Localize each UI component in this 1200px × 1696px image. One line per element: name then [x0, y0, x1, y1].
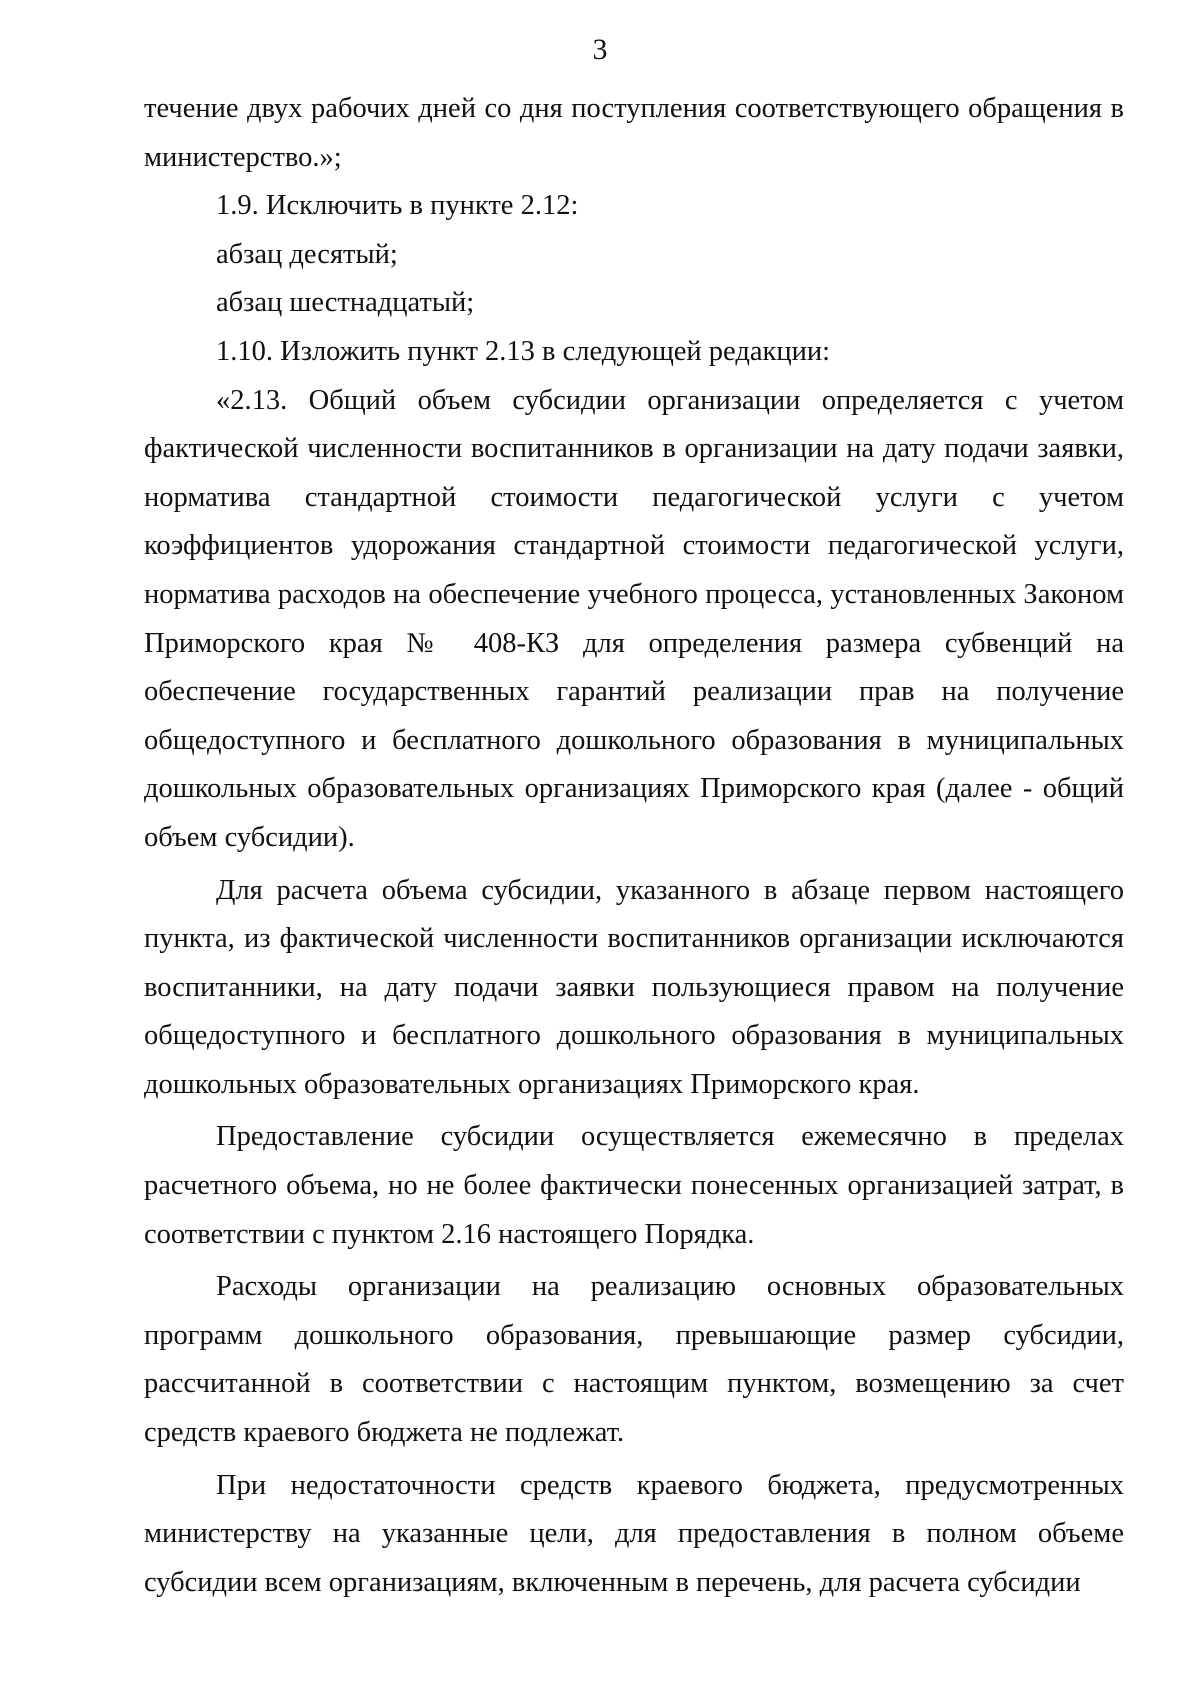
document-body	[144, 85, 1124, 1607]
paragraph-continuation: течение двух рабочих дней со дня поступления соответствующего обращения в министерство.»;	[144, 93, 1124, 173]
paragraph-paragraph-ten: абзац десятый;	[216, 238, 398, 270]
paragraph-item-1-9: 1.9. Исключить в пункте 2.12:	[216, 190, 579, 222]
paragraph-expenses: Расходы организации на реализацию основных образовательных программ дошкольного образования, превышающие размер субсидии, рассчитанной в соответствии с настоящим пунктом, возмещению за счет средств краевого бюджета не подлежат.	[144, 1271, 1124, 1449]
paragraph-calculation: Для расчета объема субсидии, указанного в абзаце первом настоящего пункта, из фактической численности воспитанников организации исключаются воспитанники, на дату подачи заявки пользующиеся правом на получение общедоступного и бесплатного дошкольного образования в муниципальных дошкольных образовательных организациях Приморского края.	[144, 874, 1124, 1100]
paragraph-provision: Предоставление субсидии осуществляется ежемесячно в пределах расчетного объема, но не более фактически понесенных организацией затрат, в соответствии с пунктом 2.16 настоящего Порядка.	[144, 1121, 1124, 1250]
paragraph-clause-2-13: «2.13. Общий объем субсидии организации определяется с учетом фактической численности воспитанников в организации на дату подачи заявки, норматива стандартной стоимости педагогической услуги с учетом коэффициентов удорожания стандартной стоимости педагогической услуги, норматива расходов на обеспечение учебного процесса, установленных Законом Приморского края № 408-КЗ для определения размера субвенций на обеспечение государственных гарантий реализации прав на получение общедоступного и бесплатного дошкольного образования в муниципальных дошкольных образовательных организациях Приморского края (далее - общий объем субсидии).	[144, 384, 1124, 853]
paragraph-item-1-10: 1.10. Изложить пункт 2.13 в следующей редакции:	[216, 335, 830, 367]
page-number: 3	[592, 33, 608, 66]
paragraph-insufficiency: При недостаточности средств краевого бюджета, предусмотренных министерству на указанные цели, для предоставления в полном объеме субсидии всем организациям, включенным в перечень, для расчета субсидии	[144, 1469, 1124, 1598]
paragraph-paragraph-sixteen: абзац шестнадцатый;	[216, 287, 475, 319]
